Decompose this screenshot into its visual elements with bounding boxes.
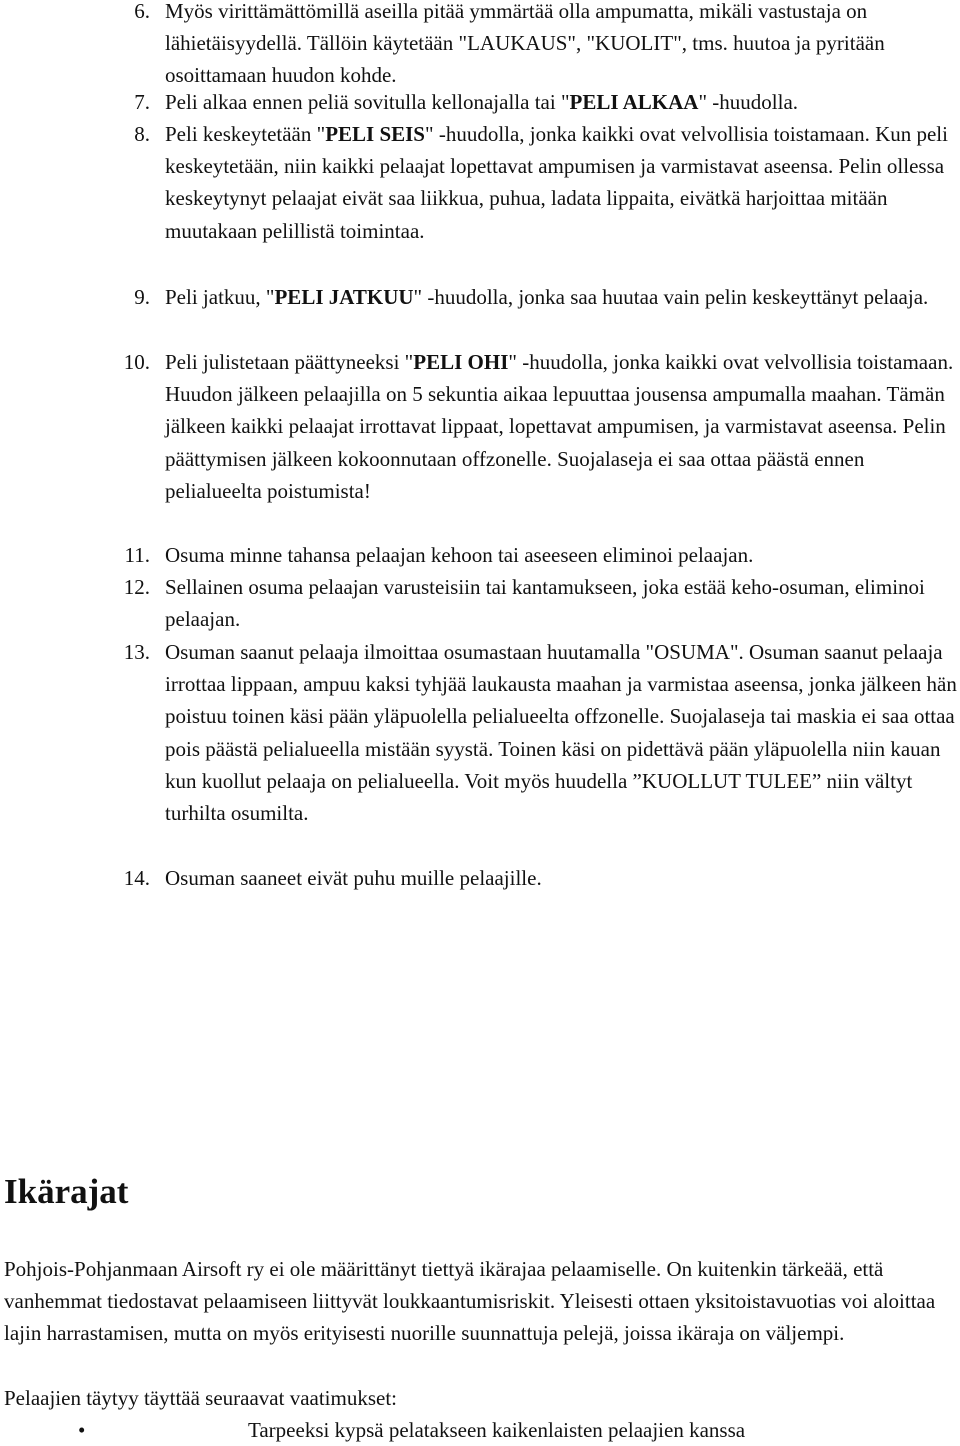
rule-text-segment: " -huudolla, jonka kaikki ovat velvollisia toistamaan. Huudon jälkeen pelaajilla on 5 sekuntia aikaa lepuuttaa jousensa ampumalla maahan. Tämän jälkeen kaikki pelaajat irrottavat lippaat, lopettavat ampumisen, ja varmistavat aseensa. Pelin päättymisen jälkeen kokoonnutaan offzonelle. Suojalaseja ei saa ottaa päästä ennen pelialueelta poistumista! xyxy=(165,350,954,503)
rule-text xyxy=(165,543,753,567)
rule-number: 11. xyxy=(124,543,150,567)
rule-keyword: PELI SEIS xyxy=(325,122,425,146)
rule-keyword: PELI ALKAA xyxy=(569,90,699,114)
bullet-icon: • xyxy=(78,1418,86,1442)
rule-text-segment: Peli julistetaan päättyneeksi " xyxy=(165,350,414,374)
rule-number: 8. xyxy=(134,122,150,146)
rule-item-6 xyxy=(0,0,960,92)
rule-number: 9. xyxy=(134,285,150,309)
rule-number: 7. xyxy=(134,90,150,114)
rule-keyword: PELI OHI xyxy=(413,350,509,374)
rule-number: 10. xyxy=(123,350,150,374)
rule-text xyxy=(165,575,925,631)
rule-text-segment: Peli keskeytetään " xyxy=(165,122,326,146)
rule-item-8 xyxy=(0,118,960,247)
rule-text xyxy=(165,0,885,87)
rule-text xyxy=(165,122,948,243)
rule-item-9 xyxy=(0,281,960,313)
section-heading: Ikärajat xyxy=(4,1172,129,1211)
rule-text-segment: Osuman saaneet eivät puhu muille pelaajille. xyxy=(165,866,542,890)
rule-number: 14. xyxy=(123,866,150,890)
rule-number: 13. xyxy=(123,640,150,664)
rule-text-segment: Osuman saanut pelaaja ilmoittaa osumastaan huutamalla "OSUMA". Osuman saanut pelaaja irrottaa lippaan, ampuu kaksi tyhjää laukausta maahan ja varmistaa aseensa, jonka jälkeen hän poistuu toinen käsi pään yläpuolella pelialueelta offzonelle. Suojalaseja tai maskia ei saa ottaa pois päästä pelialueella mistään syystä. Toinen käsi on pidettävä pään yläpuolella niin kauan kun kuollut pelaaja on pelialueella. Voit myös huudella ”KUOLLUT TULEE” niin vältyt turhilta osumilta. xyxy=(165,640,957,826)
rule-keyword: PELI JATKUU xyxy=(274,285,414,309)
rule-text xyxy=(165,350,953,503)
rule-text xyxy=(165,285,928,309)
rule-text-segment: " -huudolla, jonka kaikki ovat velvollisia toistamaan. Kun peli keskeytetään, niin kaikki pelaajat lopettavat ampumisen ja varmistavat aseensa. Pelin ollessa keskeytynyt pelaajat eivät saa liikkua, puhua, ladata lippaita, eivätkä harjoittaa mitään muutakaan pelillistä toimintaa. xyxy=(165,122,948,243)
requirement-text: Tarpeeksi kypsä pelatakseen kaikenlaisten pelaajien kanssa xyxy=(248,1418,746,1442)
rule-item-11 xyxy=(0,539,960,571)
rule-text-segment: Sellainen osuma pelaajan varusteisiin tai kantamukseen, joka estää keho-osuman, eliminoi pelaajan. xyxy=(165,575,925,632)
rule-item-12 xyxy=(0,571,960,635)
rule-text-segment: Myös virittämättömillä aseilla pitää ymmärtää olla ampumatta, mikäli vastustaja on lähietäisyydellä. Tällöin käytetään "LAUKAUS", "KUOLIT", tms. huutoa ja pyritään osoittamaan huudon kohde. xyxy=(165,0,885,88)
rule-text-segment: " -huudolla, jonka saa huutaa vain pelin keskeyttänyt pelaaja. xyxy=(413,285,929,309)
rule-item-10 xyxy=(0,346,960,507)
rule-number: 12. xyxy=(123,575,150,599)
rule-item-7 xyxy=(0,86,960,118)
rule-item-13 xyxy=(0,636,960,829)
rule-item-14 xyxy=(0,862,960,894)
rule-text xyxy=(165,866,542,890)
rule-number: 6. xyxy=(134,0,150,23)
rule-text xyxy=(165,90,798,114)
rule-text-segment: Peli jatkuu, " xyxy=(165,285,275,309)
rule-text xyxy=(165,640,957,825)
rule-text-segment: " -huudolla. xyxy=(698,90,799,114)
requirements-intro: Pelaajien täytyy täyttää seuraavat vaatimukset: xyxy=(4,1386,398,1410)
age-paragraph: Pohjois-Pohjanmaan Airsoft ry ei ole määrittänyt tiettyä ikärajaa pelaamiselle. On kuitenkin tärkeää, että vanhemmat tiedostavat pelaamiseen liittyvät loukkaantumisriskit. Yleisesti ottaen yksitoistavuotias voi aloittaa lajin harrastamisen, mutta on myös erityisesti nuorille suunnattuja pelejä, joissa ikäraja on väljempi. xyxy=(4,1257,936,1346)
rule-text-segment: Osuma minne tahansa pelaajan kehoon tai aseeseen eliminoi pelaajan. xyxy=(165,543,754,567)
rule-text-segment: Peli alkaa ennen peliä sovitulla kellonajalla tai " xyxy=(165,90,570,114)
